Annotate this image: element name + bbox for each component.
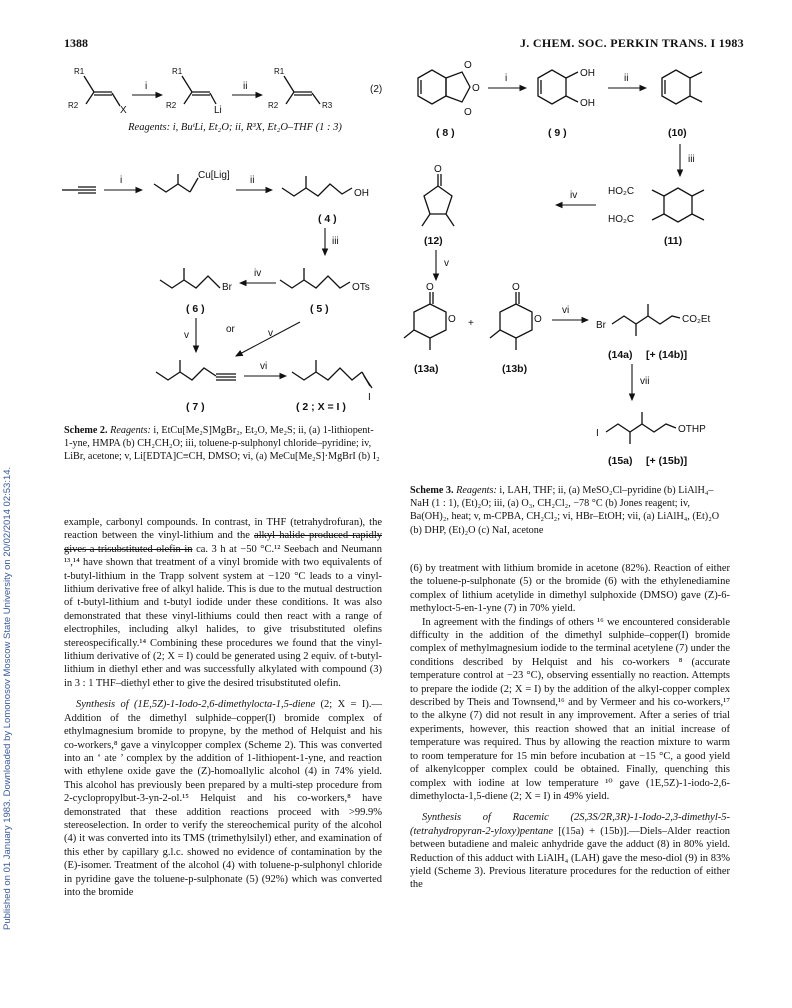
scheme1-number: (2) <box>370 84 383 95</box>
scheme2-group: OTs <box>352 282 370 293</box>
page-number: 1388 <box>64 36 88 50</box>
right-p3-body: [(15a) + (15b)].—Diels–Alder reaction between butadiene and maleic anhydride gave the adduct (8) in 80% yield. Reduction of this adduct with LiAlH₄ (LAH) gave the meso-diol (9) in 83% yield (Scheme 3). Previous literature procedures for the reduction of either the <box>410 825 730 891</box>
download-notice: Published on 01 January 1983. Downloaded by Lomonosov Moscow State University on 20/02/2014 02:53:14. <box>2 466 13 930</box>
scheme2-compound: ( 5 ) <box>310 303 329 315</box>
scheme3-arrow-label: vii <box>640 376 650 387</box>
scheme3-caption-body: i, LAH, THF; ii, (a) MeSO₂Cl–pyridine (b) LiAlH₄–NaH (1 : 1), (Et)₂O; iii, (a) O₃, CH₂Cl₂, −78 °C (b) Jones reagent; iv, Ba(OH)₂, heat; v, m-CPBA, CH₂Cl₂; vi, HBr–EtOH; vii, (a) LiAlH₄, (Et)₂O (b) DHP, (Et)₂O (c) NaI, acetone <box>410 485 720 536</box>
scheme3-group: O <box>464 60 472 71</box>
scheme3-compound: (13a) <box>414 363 439 375</box>
scheme2-arrow-label: v <box>184 330 189 341</box>
right-paragraph-2 <box>410 616 730 804</box>
right-column <box>410 562 730 892</box>
left-p1-strike: alkyl halide produced rapidly gives a trisubstituted olefin in <box>64 530 382 555</box>
scheme3-arrow-label: vi <box>562 305 570 316</box>
left-paragraph-1 <box>64 516 382 690</box>
scheme3-group: OH <box>580 98 595 109</box>
scheme1-group: R1 <box>172 67 183 76</box>
journal-header: J. CHEM. SOC. PERKIN TRANS. I 1983 <box>519 36 744 50</box>
scheme3-plus: + <box>468 318 474 329</box>
right-p1-text: (6) by treatment with lithium bromide in acetone (82%). Reaction of either the toluene-p-sulphonate (5) or the bromide (6) with the ethylenediamine complex of lithium acetylide in dimethyl sulphoxide (DMSO) gave (Z)-6-methyloct-5-en-1-yne (7) in 70% yield. <box>410 563 730 615</box>
scheme2-group: I <box>368 392 371 403</box>
scheme3-compound: [+ (15b)] <box>646 455 688 467</box>
scheme3-group: O <box>472 83 480 94</box>
scheme2-arrow-label: ii <box>250 175 255 186</box>
scheme3-caption-reagents-label: Reagents: <box>456 485 497 496</box>
scheme3-group: O <box>534 314 542 325</box>
scheme3-diagram <box>404 60 711 467</box>
scheme2-group: OH <box>354 188 369 199</box>
scheme2-arrow-label: vi <box>260 361 268 372</box>
scheme3-group: Br <box>596 320 606 331</box>
scheme3-group: O <box>434 164 442 175</box>
scheme3-group: HO₂C <box>608 214 635 225</box>
scheme1-group: R2 <box>68 101 79 110</box>
right-p3-heading: Synthesis of Racemic (2S,3S/2R,3R)-1-Iodo-2,3-dimethyl-5-(tetrahydropyran-2-yloxy)pentane <box>410 812 730 837</box>
scheme2-group: Br <box>222 282 232 293</box>
scheme3-group: O <box>448 314 456 325</box>
scheme1-arrow-label: i <box>145 81 148 92</box>
scheme3-group: O <box>426 282 434 293</box>
scheme1-reagents: Reagents: i, BuᵗLi, Et₂O; ii, R³X, Et₂O–THF (1 : 3) <box>128 122 342 133</box>
scheme2-compound: ( 4 ) <box>318 213 337 225</box>
scheme1-diagram <box>68 67 382 116</box>
scheme3-arrow-label: i <box>505 73 508 84</box>
scheme2-compound: ( 7 ) <box>186 401 205 413</box>
scheme3-caption <box>410 484 730 537</box>
right-paragraph-1 <box>410 562 730 616</box>
scheme2-diagram <box>62 170 372 413</box>
scheme2-caption <box>64 424 382 464</box>
right-paragraph-3 <box>410 811 730 891</box>
scheme2-arrow-label: v <box>268 328 273 339</box>
scheme3-group: I <box>596 428 599 439</box>
scheme2-group: Cu[Lig] <box>198 170 230 181</box>
scheme2-arrow-label: iv <box>254 268 262 279</box>
scheme1-group: R3 <box>322 101 333 110</box>
scheme3-arrow-label: iv <box>570 190 578 201</box>
scheme1-group: Li <box>214 105 222 116</box>
scheme3-compound: ( 9 ) <box>548 127 567 139</box>
scheme3-group: CO₂Et <box>682 314 711 325</box>
scheme3-arrow-label: v <box>444 258 449 269</box>
scheme3-arrow-label: iii <box>688 154 695 165</box>
scheme2-arrow-label: i <box>120 175 123 186</box>
scheme3-compound: [+ (14b)] <box>646 349 688 361</box>
scheme2-arrow-label: iii <box>332 236 339 247</box>
scheme2-caption-title: Scheme 2. <box>64 425 108 436</box>
left-p1-text: example, carbonyl compounds. In contrast, in THF (tetrahydrofuran), the reaction between the vinyl-lithium and the <box>64 517 382 542</box>
scheme3-caption-title: Scheme 3. <box>410 485 454 496</box>
scheme3-compound: (13b) <box>502 363 528 375</box>
scheme1-group: R2 <box>166 101 177 110</box>
scheme1-group: R1 <box>74 67 85 76</box>
scheme3-arrow-label: ii <box>624 73 629 84</box>
scheme2-or: or <box>226 324 235 335</box>
scheme3-compound: (12) <box>424 235 443 247</box>
left-p2-heading: Synthesis of (1E,5Z)-1-Iodo-2,6-dimethylocta-1,5-diene <box>76 699 316 711</box>
scheme3-compound: ( 8 ) <box>436 127 455 139</box>
scheme2-compound: ( 2 ; X = I ) <box>296 401 346 413</box>
scheme2-compound: ( 6 ) <box>186 303 205 315</box>
right-p2-text: In agreement with the findings of others ¹⁶ we encountered considerable difficulty in the addition of the dimethyl sulphide–copper(I) bromide complex of methylmagnesium iodide to the terminal acetylene (7) under the conditions described by Helquist and his co-workers ⁸ (accurate temperature control at −23 °C), observing essentially no reaction. Attempts to prepare the iodide (2; X = I) by the addition of the alkyl-copper complex described by Theis and Townsend,¹⁶ and by Vermeer and his co-workers,¹⁷ to the alkyne (7) did not result in any improvement. After a series of trial experiments, however, this reaction showed that an initial increase of temperature was required. Thus by allowing the reaction mixture to warm to room temperature for 15 min before incubation at −15 °C, a good yield of alkenylcopper complex could be obtained. Finally, quenching this complex with iodine at low temperature ¹⁰ gave (1E,5Z)-1-iodo-2,6-dimethylocta-1,5-diene (2; X = I) in 49% yield. <box>410 616 730 802</box>
scheme3-group: OH <box>580 68 595 79</box>
scheme3-compound: (11) <box>664 235 683 247</box>
scheme3-group: OTHP <box>678 424 706 435</box>
scheme2-caption-body: i, EtCu[Me₂S]MgBr₂, Et₂O, Me₂S; ii, (a) 1-lithiopent-1-yne, HMPA (b) CH₂CH₂O; iii, toluene-p-sulphonyl chloride–pyridine; iv, LiBr, acetone; v, Li[EDTA]C≡CH, DMSO; vi, (a) MeCu[Me₂S]·MgBrI (b) I₂ <box>64 425 380 463</box>
left-p2-body: (2; X = I).—Addition of the dimethyl sulphide–copper(I) bromide complex of ethylmagnesium bromide to propyne, by the method of Helquist and his co-workers,⁸ gave a vinylcopper complex (Scheme 2). This was converted into an ‘ ate ’ complex by the addition of 1-lithiopent-1-yne, and reaction with ethylene oxide gave the (Z)-homoallylic alcohol (4) in 74% yield. This alcohol has previously been prepared by a multi-step procedure from 2-cyclopropylbut-3-yn-2-ol.¹⁵ Helquist and his co-workers,⁸ have demonstrated that these addition reactions proceed with >99.9% stereoselection. In order to verify the stereochemical purity of the alcohol (4) it was converted into its TMS (trimethylsilyl) ether, and examination of this ether by capillary g.l.c. showed no evidence of contamination by the (E)-isomer. Treatment of the alcohol (4) with toluene-p-sulphonyl chloride in pyridine gave the toluene-p-sulphonate (5) (92%) which was converted into the bromide <box>64 699 382 898</box>
scheme3-compound: (15a) <box>608 455 633 467</box>
scheme3-group: HO₂C <box>608 186 635 197</box>
scheme1-arrow-label: ii <box>243 81 248 92</box>
scheme3-compound: (14a) <box>608 349 633 361</box>
scheme1-group: R2 <box>268 101 279 110</box>
scheme3-group: O <box>464 107 472 118</box>
left-column <box>64 516 382 899</box>
scheme1-group: R1 <box>274 67 285 76</box>
scheme1-group: X <box>120 105 127 116</box>
left-p1-text-continued: ca. 3 h at −50 °C.¹² Seebach and Neumann ¹³,¹⁴ have shown that treatment of a vinyl bromide with two equivalents of t-butyl-lithium in the Trapp solvent system at −120 °C leads to a vinyl-lithium derivative free of alkyl halide. This is due to the mutual destruction of t-butyl-lithium and t-butyl iodide under these conditions. It was also demonstrated that these vinyl-lithiums could then react with a range of electrophiles, including alkyl halides, to give trisubstituted olefins stereospecifically.¹⁴ Combining these procedures we found that the vinyl-lithium derivative of (2; X = I) could be generated using 2 equiv. of t-butyl-lithium in diethyl ether and was successfully alkylated with compound (3) in 3 : 1 THF–diethyl ether to give the desired trisubstituted olefin. <box>64 543 382 689</box>
scheme3-compound: (10) <box>668 127 687 139</box>
scheme3-group: O <box>512 282 520 293</box>
left-paragraph-2 <box>64 698 382 899</box>
scheme2-caption-reagents-label: Reagents: <box>110 425 151 436</box>
